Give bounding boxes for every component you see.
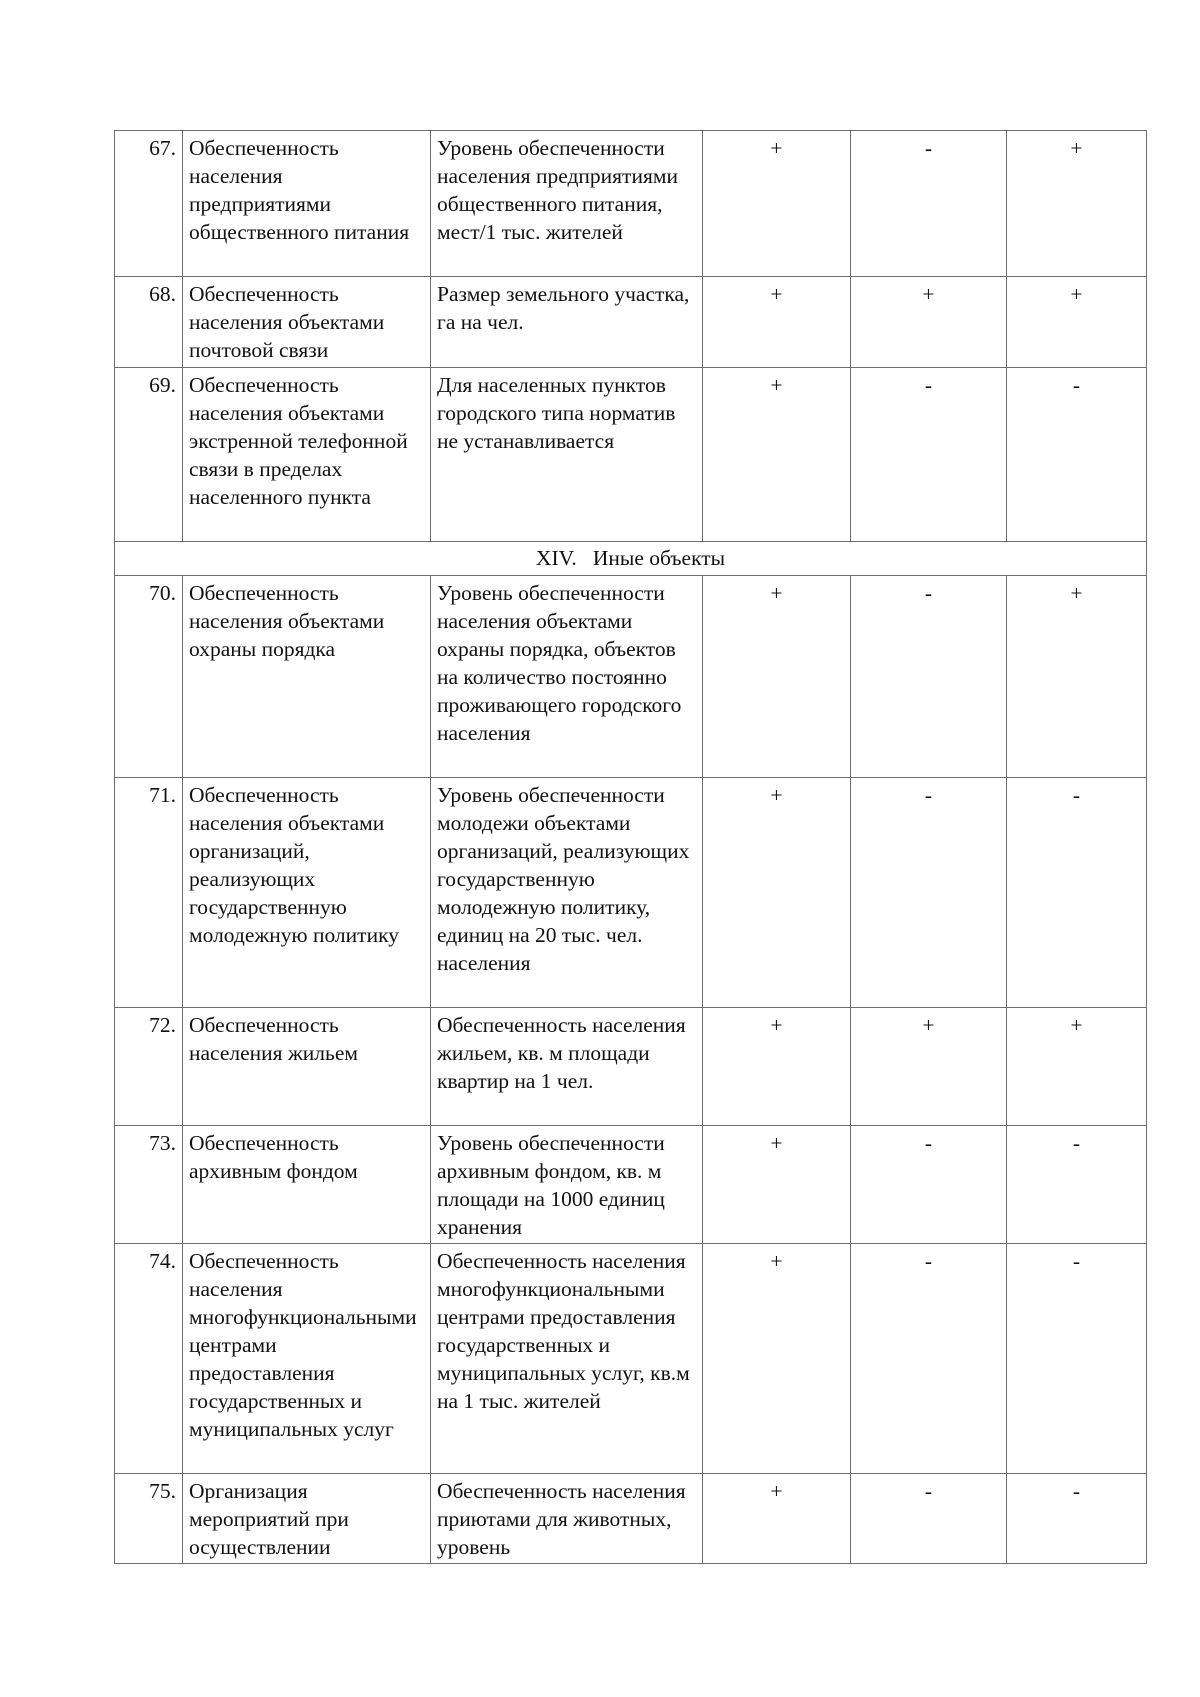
row-name: Обеспеченность населения объектами экстренной телефонной связи в пределах населенного пункта [183,368,431,542]
row-name: Обеспеченность населения многофункциональными центрами предоставления государственных и муниципальных услуг [183,1244,431,1474]
row-mark-1: + [703,368,851,542]
row-indicator: Обеспеченность населения жильем, кв. м площади квартир на 1 чел. [431,1008,703,1126]
row-mark-3: + [1007,1008,1147,1126]
table-row [115,1244,1147,1474]
row-mark-2: - [851,576,1007,778]
row-mark-1: + [703,277,851,368]
row-indicator: Размер земельного участка, га на чел. [431,277,703,368]
row-mark-2: - [851,131,1007,277]
row-indicator: Обеспеченность населения многофункциональными центрами предоставления государственных и муниципальных услуг, кв.м на 1 тыс. жителей [431,1244,703,1474]
table-row [115,131,1147,277]
table-row [115,1126,1147,1244]
row-name: Обеспеченность архивным фондом [183,1126,431,1244]
row-indicator: Уровень обеспеченности архивным фондом, кв. м площади на 1000 единиц хранения [431,1126,703,1244]
row-mark-2: + [851,277,1007,368]
table-row [115,778,1147,1008]
row-number: 72. [115,1008,183,1126]
row-mark-2: - [851,1244,1007,1474]
row-mark-1: + [703,1126,851,1244]
section-header-row [115,542,1147,576]
row-indicator: Уровень обеспеченности населения объектами охраны порядка, объектов на количество постоянно проживающего городского населения [431,576,703,778]
row-mark-3: + [1007,576,1147,778]
row-number: 68. [115,277,183,368]
row-mark-2: - [851,778,1007,1008]
row-mark-3: + [1007,131,1147,277]
row-mark-1: + [703,576,851,778]
row-name: Обеспеченность населения объектами почтовой связи [183,277,431,368]
table-row [115,1008,1147,1126]
row-mark-3: - [1007,1244,1147,1474]
row-mark-3: - [1007,778,1147,1008]
table-row [115,576,1147,778]
row-mark-3: - [1007,368,1147,542]
row-mark-1: + [703,1008,851,1126]
row-mark-3: - [1007,1474,1147,1564]
row-mark-1: + [703,131,851,277]
row-mark-1: + [703,1474,851,1564]
row-number: 75. [115,1474,183,1564]
row-mark-2: - [851,1474,1007,1564]
row-mark-2: - [851,1126,1007,1244]
standards-table [114,130,1147,1564]
table-row [115,368,1147,542]
row-name: Организация мероприятий при осуществлении [183,1474,431,1564]
row-name: Обеспеченность населения предприятиями общественного питания [183,131,431,277]
row-mark-1: + [703,1244,851,1474]
table-row [115,1474,1147,1564]
row-name: Обеспеченность населения объектами организаций, реализующих государственную молодежную политику [183,778,431,1008]
row-number: 73. [115,1126,183,1244]
table-row [115,277,1147,368]
row-mark-3: - [1007,1126,1147,1244]
row-number: 70. [115,576,183,778]
row-indicator: Уровень обеспеченности молодежи объектами организаций, реализующих государственную молодежную политику, единиц на 20 тыс. чел. населения [431,778,703,1008]
row-indicator: Уровень обеспеченности населения предприятиями общественного питания, мест/1 тыс. жителей [431,131,703,277]
row-number: 67. [115,131,183,277]
section-title: XIV. Иные объекты [115,542,1147,576]
row-mark-2: - [851,368,1007,542]
row-number: 69. [115,368,183,542]
row-name: Обеспеченность населения объектами охраны порядка [183,576,431,778]
row-number: 71. [115,778,183,1008]
row-indicator: Обеспеченность населения приютами для животных, уровень [431,1474,703,1564]
row-mark-3: + [1007,277,1147,368]
row-indicator: Для населенных пунктов городского типа норматив не устанавливается [431,368,703,542]
row-mark-1: + [703,778,851,1008]
row-number: 74. [115,1244,183,1474]
row-name: Обеспеченность населения жильем [183,1008,431,1126]
row-mark-2: + [851,1008,1007,1126]
